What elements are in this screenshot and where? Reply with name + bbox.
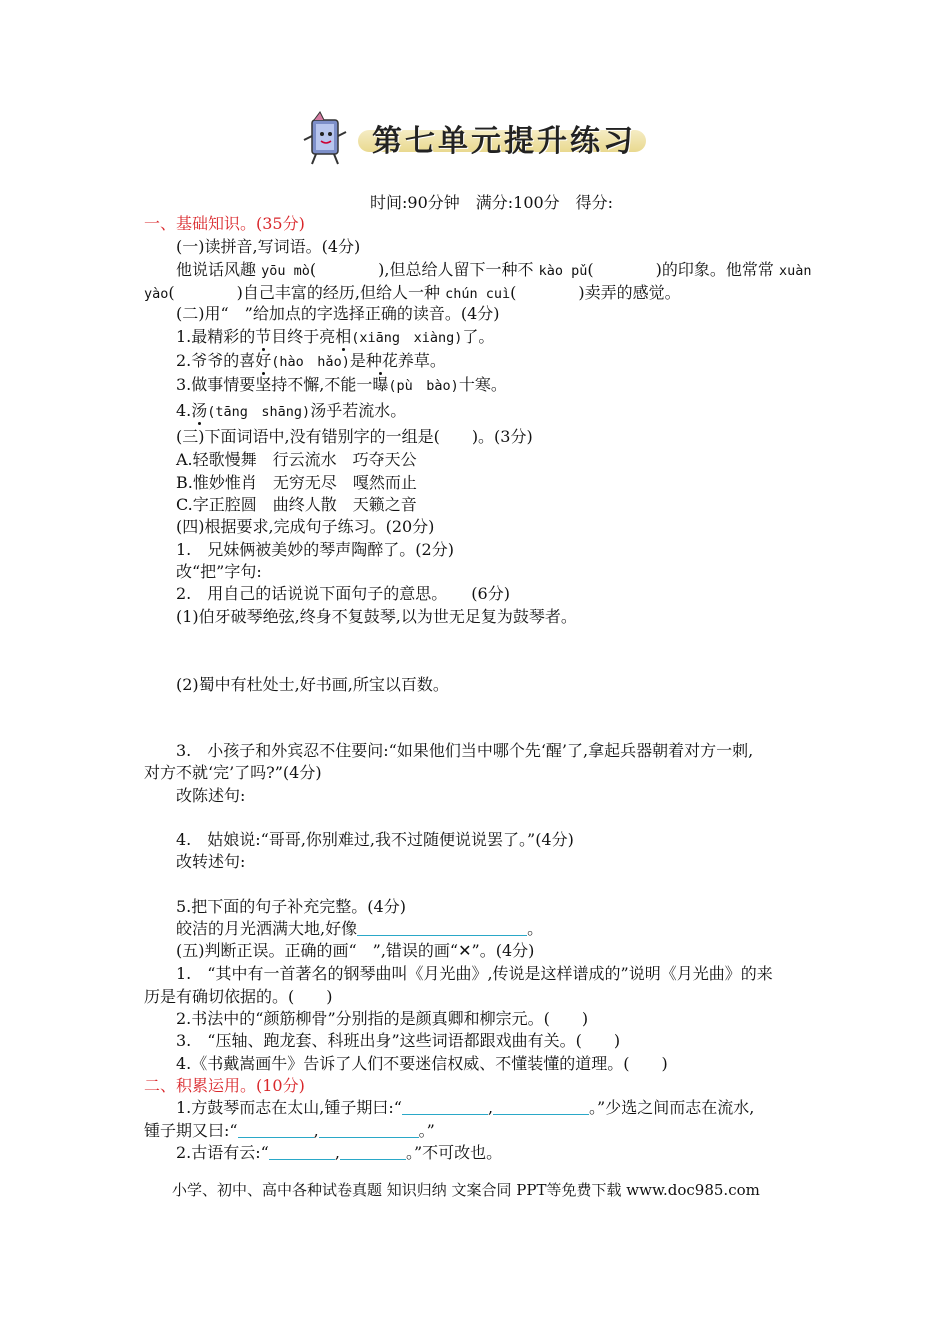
q4-5-text: 皎洁的月光洒满大地,好像 <box>176 919 358 938</box>
title-area <box>300 110 660 170</box>
q1-blank-3[interactable] <box>175 284 237 298</box>
s2-q1-line2 <box>144 1120 435 1142</box>
q1-pinyin-3a: xuàn <box>778 263 812 279</box>
q2-heading: (二)用“ ”给加点的字选择正确的读音。(4分) <box>176 304 500 323</box>
q2-3-text-a: 3.做事情要 <box>176 375 256 394</box>
q2-1-text-a: 1.最精彩的节目终于亮 <box>176 327 336 346</box>
q4-1-rewrite-label[interactable]: 改“把”字句: <box>176 562 262 581</box>
s2-q1-line1 <box>176 1097 754 1119</box>
s2-q2-blank-2[interactable] <box>340 1143 406 1160</box>
q5-1-line2[interactable]: 历是有确切依据的。( ) <box>144 987 333 1006</box>
q2-3-dotted-char-b: 曝 <box>372 375 389 394</box>
q4-5-sentence <box>176 918 543 940</box>
s2-q2 <box>176 1142 502 1164</box>
q4-5-end: 。 <box>527 919 544 938</box>
q2-item-1 <box>176 326 494 349</box>
q2-1-text-c: 了。 <box>462 327 495 346</box>
q4-3-rewrite-label[interactable]: 改陈述句: <box>176 786 246 805</box>
q5-3[interactable]: 3. “压轴、跑龙套、科班出身”这些词语都跟戏曲有关。( ) <box>176 1031 621 1050</box>
q5-4[interactable]: 4.《书戴嵩画牛》告诉了人们不要迷信权威、不懂装懂的道理。( ) <box>176 1054 668 1073</box>
q1-text-c: 的印象。他常常 <box>661 260 774 279</box>
q1-text-a: 他说话风趣 <box>176 260 257 279</box>
s2-q1-blank-4[interactable] <box>319 1121 419 1138</box>
q4-3-line1: 3. 小孩子和外宾忍不住要问:“如果他们当中哪个先‘醒’了,拿起兵器朝着对方一刺, <box>176 741 754 760</box>
q2-4-text-a: 4. <box>176 401 192 420</box>
s2-q1-blank-3[interactable] <box>238 1121 314 1138</box>
q2-3-text-c: 持不懈,不能一 <box>271 375 373 394</box>
q1-pinyin-4: chún cuì <box>445 286 511 302</box>
q1-text-e: 卖弄的感觉。 <box>584 283 681 302</box>
q4-3-line2: 对方不就‘完’了吗?”(4分) <box>144 763 322 782</box>
q5-2[interactable]: 2.书法中的“颜筋柳骨”分别指的是颜真卿和柳宗元。( ) <box>176 1009 589 1028</box>
q2-1-dotted-char: 相 <box>335 327 352 346</box>
q2-item-3 <box>176 374 507 397</box>
s2-q2-comma: , <box>334 1143 340 1162</box>
q2-2-pinyin-options[interactable]: (hào hǎo) <box>271 354 350 370</box>
q2-2-text-a: 2.爷爷的喜 <box>176 351 256 370</box>
q5-heading: (五)判断正误。正确的画“ ”,错误的画“✕”。(4分) <box>176 941 535 960</box>
q1-blank-1[interactable] <box>316 261 378 275</box>
q4-2: 2. 用自己的话说说下面句子的意思。 (6分) <box>176 584 510 603</box>
q2-4-pinyin-options[interactable]: (tāng shāng) <box>207 404 311 420</box>
q2-3-text-e: 十寒。 <box>458 375 507 394</box>
q4-5: 5.把下面的句子补充完整。(4分) <box>176 897 406 916</box>
section1-heading: 一、基础知识。(35分) <box>144 214 305 233</box>
q1-text-d: 自己丰富的经历,但给人一种 <box>242 283 440 302</box>
q1-heading: (一)读拼音,写词语。(4分) <box>176 237 361 256</box>
q2-item-4 <box>176 400 406 423</box>
s2-q1-text-d: 锺子期又曰:“ <box>144 1121 238 1140</box>
q2-3-dotted-char-a: 坚 <box>255 375 272 394</box>
s2-q2-text-a: 2.古语有云:“ <box>176 1143 269 1162</box>
q4-5-blank[interactable] <box>357 919 527 936</box>
q3-option-c[interactable]: C.字正腔圆 曲终人散 天籁之音 <box>176 495 417 514</box>
s2-q2-blank-1[interactable] <box>269 1143 335 1160</box>
q4-4: 4. 姑娘说:“哥哥,你别难过,我不过随便说说罢了。”(4分) <box>176 830 574 849</box>
q1-pinyin-3b: yào <box>144 286 169 302</box>
s2-q2-text-c: 。”不可改也。 <box>405 1143 503 1162</box>
s2-q1-text-c: 。”少选之间而志在流水, <box>589 1098 755 1117</box>
q2-1-pinyin-options[interactable]: (xiāng xiàng) <box>351 330 463 346</box>
q1-text-b: ,但总给人留下一种不 <box>384 260 534 279</box>
s2-q1-comma: , <box>487 1098 494 1117</box>
page-title: 第七单元提升练习 <box>372 124 636 159</box>
q4-1: 1. 兄妹俩被美妙的琴声陶醉了。(2分) <box>176 540 454 559</box>
q4-heading: (四)根据要求,完成句子练习。(20分) <box>176 517 435 536</box>
q2-2-text-c: 是种花养草。 <box>349 351 446 370</box>
footer-ad: 小学、初中、高中各种试卷真题 知识归纳 文案合同 PPT等免费下载 www.doc985.com <box>172 1181 760 1199</box>
q2-4-dotted-char: 汤 <box>191 401 208 420</box>
exam-meta: 时间:90分钟 满分:100分 得分: <box>370 193 614 212</box>
q2-3-pinyin-options[interactable]: (pù bào) <box>388 378 459 394</box>
s2-q1-end: 。” <box>418 1121 435 1140</box>
s2-q1-blank-1[interactable] <box>402 1098 488 1115</box>
q1-pinyin-2: kào pǔ <box>538 263 588 279</box>
book-mascot-icon <box>300 110 354 168</box>
q2-4-text-c: 汤乎若流水。 <box>310 401 407 420</box>
q4-2-part2: (2)蜀中有杜处士,好书画,所宝以百数。 <box>176 675 449 694</box>
q4-2-part1: (1)伯牙破琴绝弦,终身不复鼓琴,以为世无足复为鼓琴者。 <box>176 607 577 626</box>
q5-1-line1: 1. “其中有一首著名的钢琴曲叫《月光曲》,传说是这样谱成的”说明《月光曲》的来 <box>176 964 773 983</box>
s2-q1-text-a: 1.方鼓琴而志在太山,锺子期曰:“ <box>176 1098 402 1117</box>
q4-4-rewrite-label[interactable]: 改转述句: <box>176 852 246 871</box>
q1-blank-2[interactable] <box>594 261 656 275</box>
q2-item-2 <box>176 350 446 373</box>
q1-pinyin-1: yōu mò <box>261 263 310 279</box>
q1-blank-4[interactable] <box>516 284 578 298</box>
s2-q1-blank-2[interactable] <box>493 1098 589 1115</box>
section2-heading: 二、积累运用。(10分) <box>144 1076 305 1095</box>
q3-option-a[interactable]: A.轻歌慢舞 行云流水 巧夺天公 <box>176 450 417 469</box>
q2-2-dotted-char: 好 <box>255 351 272 370</box>
q1-line1: 他说话风趣 yōu mò( ),但总给人留下一种不 kào pǔ( )的印象。他常常 xuàn <box>176 260 812 279</box>
s2-q1-comma-2: , <box>313 1121 319 1140</box>
q1-line2: yào( )自己丰富的经历,但给人一种 chún cuì( )卖弄的感觉。 <box>144 283 681 302</box>
q3-option-b[interactable]: B.惟妙惟肖 无穷无尽 嘎然而止 <box>176 473 417 492</box>
q3-heading: (三)下面词语中,没有错别字的一组是( )。(3分) <box>176 427 533 446</box>
